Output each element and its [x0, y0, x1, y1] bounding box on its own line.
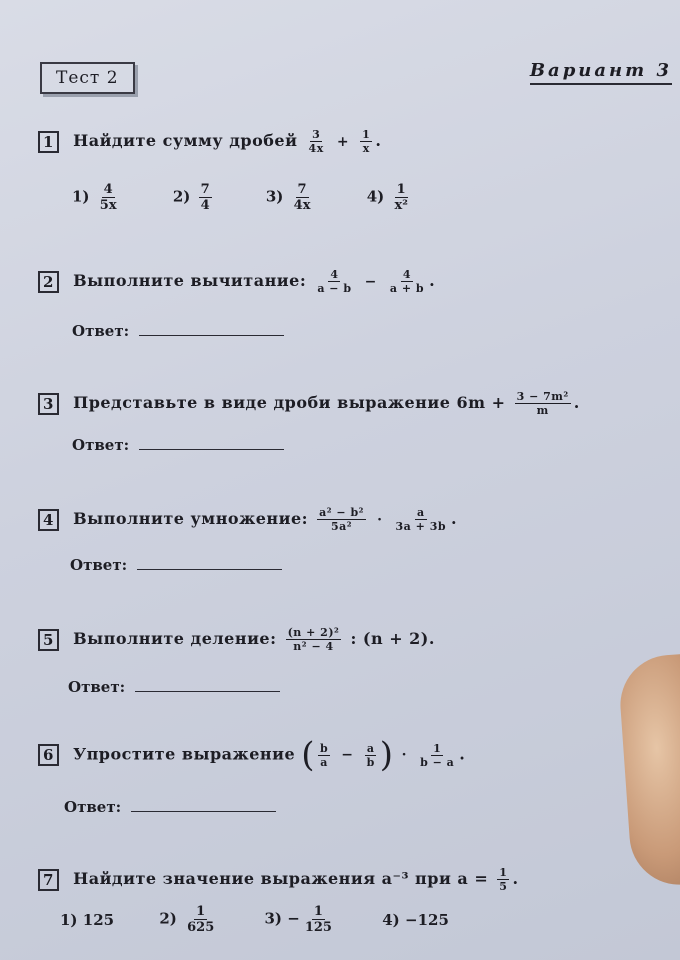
operator: ·	[401, 747, 407, 763]
option-2[interactable]: 2) $\frac{1}{625}$	[159, 904, 215, 935]
task-7	[38, 866, 519, 893]
task-text: Выполните вычитание:	[73, 271, 307, 290]
fraction: $\frac{\text{a² − b²}}{\text{5a²}}$	[319, 506, 364, 533]
fraction: $\frac{a}{3a + 3b}$	[395, 506, 447, 533]
punctuation: .	[512, 869, 519, 888]
option-1[interactable]: 1) 125	[60, 910, 115, 929]
option-1[interactable]: 1) $\frac{4}{5x}$	[72, 182, 117, 213]
task-text: Найдите сумму дробей	[73, 131, 298, 150]
option-4[interactable]: 4) −125	[382, 910, 449, 929]
task-text: Представьте в виде дроби выражение 6m +	[73, 393, 506, 412]
answer-label: Ответ:	[72, 322, 130, 340]
fraction: $\frac{\text{3 − 7m²}}{m}$	[516, 390, 569, 417]
punctuation: .	[459, 744, 466, 764]
task-text: Найдите значение выражения a⁻³ при a =	[73, 869, 489, 888]
task-number: 7	[38, 869, 59, 891]
task-text: Выполните деление:	[73, 629, 277, 648]
answer-label: Ответ:	[70, 556, 128, 574]
test-title-box: Тест 2	[40, 62, 135, 94]
task-3-answer	[72, 436, 284, 454]
fraction: $\frac{3}{4x}$	[308, 128, 324, 155]
task-number: 3	[38, 393, 59, 415]
answer-blank[interactable]	[131, 811, 276, 812]
option-3[interactable]: 3) − $\frac{1}{125}$	[264, 904, 332, 935]
fraction: $\frac{b}{a}$	[319, 741, 329, 769]
fraction: $\frac{4}{a + b}$	[389, 268, 425, 295]
left-paren: (	[301, 735, 315, 775]
fraction: $\frac{4}{a - b}$	[317, 268, 352, 295]
task-5	[38, 626, 435, 653]
task-1	[38, 128, 381, 155]
answer-blank[interactable]	[137, 569, 282, 570]
task-2	[38, 268, 435, 295]
option-4[interactable]: 4) $\frac{1}{\text{x²}}$	[366, 182, 408, 213]
variant-title: Вариант 3	[530, 60, 672, 85]
task-number: 1	[38, 131, 59, 153]
operator: −	[341, 747, 354, 763]
task-2-answer	[72, 322, 284, 340]
expression-tail: : (n + 2).	[350, 629, 435, 648]
task-number: 5	[38, 629, 59, 651]
punctuation: .	[429, 271, 436, 290]
task-5-answer	[68, 678, 280, 696]
task-number: 6	[38, 744, 59, 766]
fraction: $\frac{1}{b - a}$	[420, 741, 455, 769]
punctuation: .	[375, 131, 382, 150]
task-6-answer	[64, 798, 276, 816]
task-4	[38, 506, 457, 533]
task-6	[38, 735, 466, 775]
thumb-in-photo	[617, 652, 680, 888]
operator: +	[336, 133, 350, 150]
task-text: Выполните умножение:	[73, 509, 309, 528]
task-7-options	[60, 904, 449, 935]
fraction: $\frac{a}{b}$	[366, 741, 375, 769]
fraction: $\frac{1}{x}$	[362, 128, 371, 155]
option-3[interactable]: 3) $\frac{7}{4x}$	[265, 182, 311, 213]
task-1-options	[72, 182, 459, 213]
fraction: $\frac{1}{5}$	[499, 866, 508, 893]
task-4-answer	[70, 556, 282, 574]
fraction: $\frac{\text{(n + 2)²}}{\text{n² − 4}}$	[287, 626, 340, 653]
punctuation: .	[451, 509, 458, 528]
answer-blank[interactable]	[139, 449, 284, 450]
answer-label: Ответ:	[72, 436, 130, 454]
task-3	[38, 390, 580, 417]
answer-label: Ответ:	[68, 678, 126, 696]
answer-blank[interactable]	[135, 691, 280, 692]
task-number: 2	[38, 271, 59, 293]
right-paren: )	[379, 735, 394, 775]
answer-label: Ответ:	[64, 798, 122, 816]
task-number: 4	[38, 509, 59, 531]
answer-blank[interactable]	[139, 335, 284, 336]
punctuation: .	[573, 393, 580, 412]
operator: ·	[377, 511, 383, 528]
task-text: Упростите выражение	[73, 744, 296, 764]
option-2[interactable]: 2) $\frac{7}{4}$	[172, 182, 210, 213]
operator: −	[364, 273, 377, 290]
